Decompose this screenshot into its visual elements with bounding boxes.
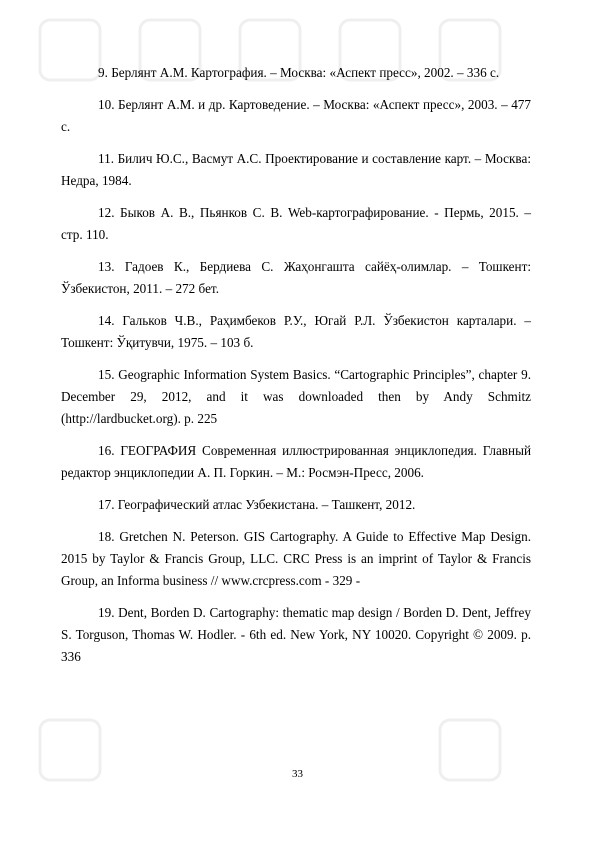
reference-list xyxy=(61,62,531,678)
reference-item-11: 11. Билич Ю.С., Васмут А.С. Проектирование и составление карт. – Москва: Недра, 1984. xyxy=(61,151,531,188)
reference-item-18: 18. Gretchen N. Peterson. GIS Cartography. A Guide to Effective Map Design. 2015 by Taylor & Francis Group, LLC. CRC Press is an imprint of Taylor & Francis Group, an Informa business // www.crcpress.com - 329 - xyxy=(61,529,531,588)
reference-item-16: 16. ГЕОГРАФИЯ Современная иллюстрированная энциклопедия. Главный редактор энциклопедии А. П. Горкин. – М.: Росмэн-Пресс, 2006. xyxy=(61,443,531,480)
reference-item-17: 17. Географический атлас Узбекистана. – Ташкент, 2012. xyxy=(98,497,416,512)
reference-item-15: 15. Geographic Information System Basics. “Cartographic Principles”, chapter 9. December 29, 2012, and it was downloaded then by Andy Schmitz (http://lardbucket.org). p. 225 xyxy=(61,367,531,426)
reference-item-9: 9. Берлянт А.М. Картография. – Москва: «Аспект пресс», 2002. – 336 с. xyxy=(98,65,500,80)
page-number: 33 xyxy=(292,768,303,780)
reference-item-14: 14. Гальков Ч.В., Раҳимбеков Р.У., Югай Р.Л. Ўзбекистон карталари. – Тошкент: Ўқитувчи, 1975. – 103 б. xyxy=(61,313,531,350)
reference-item-10: 10. Берлянт А.М. и др. Картоведение. – Москва: «Аспект пресс», 2003. – 477 с. xyxy=(61,97,531,134)
reference-item-19: 19. Dent, Borden D. Cartography: thematic map design / Borden D. Dent, Jeffrey S. Torguson, Thomas W. Hodler. - 6th ed. New York, NY 10020. Copyright © 2009. p. 336 xyxy=(61,605,531,664)
reference-item-13: 13. Гадоев К., Бердиева С. Жаҳонгашта сайёҳ-олимлар. – Тошкент: Ўзбекистон, 2011. – 272 бет. xyxy=(61,259,531,296)
reference-item-12: 12. Быков А. В., Пьянков С. В. Web-картографирование. - Пермь, 2015. – стр. 110. xyxy=(61,205,531,242)
